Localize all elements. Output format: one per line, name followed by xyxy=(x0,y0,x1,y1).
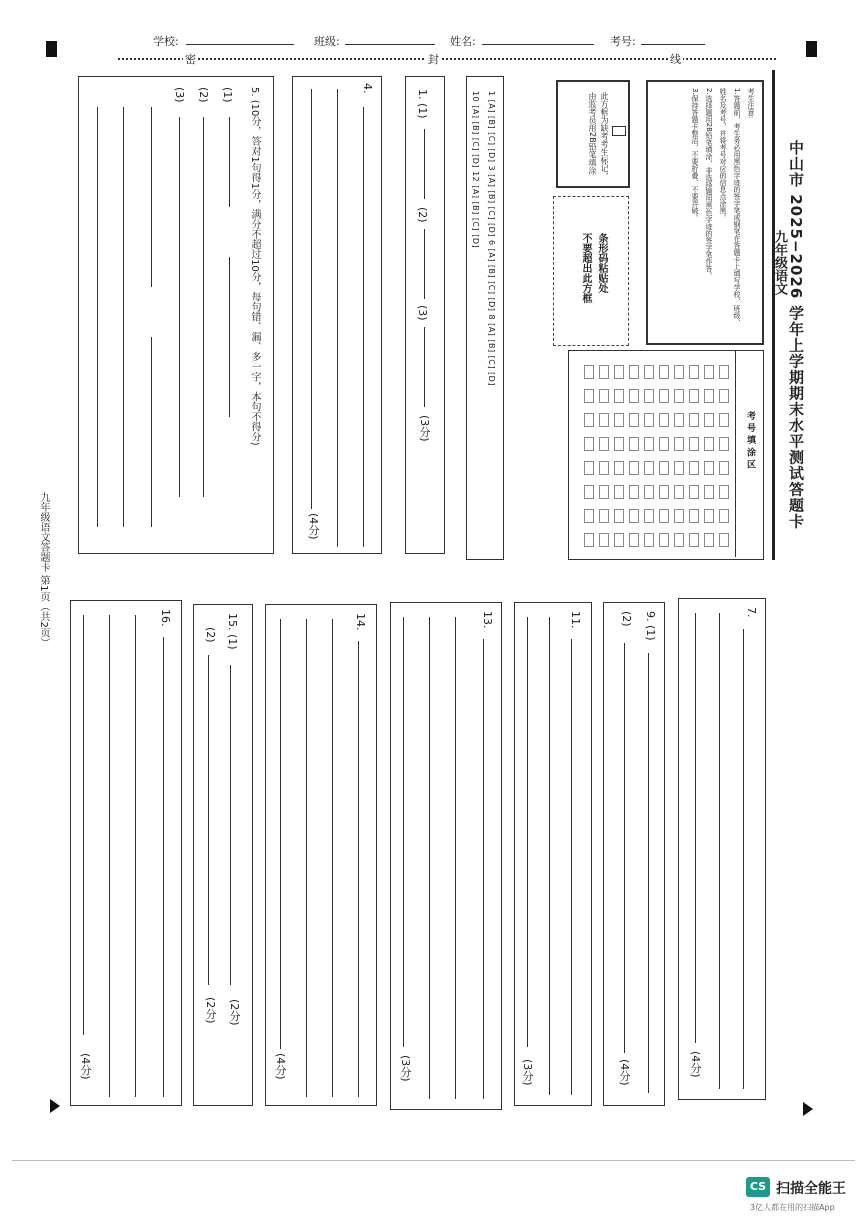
exam-no-bubble[interactable] xyxy=(659,365,669,379)
q1-answer-line[interactable] xyxy=(424,129,425,199)
exam-no-label: 考号: xyxy=(610,35,636,48)
exam-no-bubble[interactable] xyxy=(659,485,669,499)
exam-no-bubble[interactable] xyxy=(719,365,729,379)
q1-part-label: (2) xyxy=(416,207,429,223)
q16-label: 16. xyxy=(159,609,172,627)
q1-box xyxy=(405,76,445,554)
exam-no-bubble[interactable] xyxy=(629,509,639,523)
exam-no-bubble[interactable] xyxy=(689,413,699,427)
q5-answer-line[interactable] xyxy=(151,337,152,527)
exam-no-bubble[interactable] xyxy=(644,389,654,403)
q4-answer-line[interactable] xyxy=(311,89,312,509)
q5-answer-line[interactable] xyxy=(229,117,230,207)
q15-label: 15. (1) xyxy=(226,613,239,650)
q16-box xyxy=(70,600,182,1106)
school-label: 学校: xyxy=(153,35,179,48)
exam-no-grid-divider xyxy=(735,351,736,557)
notice-item: 1.答题前，考生务必用黑色字迹的签字笔或钢笔在答题卡上填写学校、班级、 xyxy=(733,88,741,326)
exam-no-bubble[interactable] xyxy=(614,533,624,547)
mc-row[interactable]: 1 [A] [B] [C] [D] 3 [A] [B] [C] [D] 6 [A] [B] [C] [D] 8 [A] [B] [C] [D] xyxy=(487,91,496,386)
exam-no-bubble[interactable] xyxy=(614,485,624,499)
exam-no-bubble[interactable] xyxy=(614,437,624,451)
corner-marker-top-left xyxy=(46,41,57,57)
exam-no-bubble[interactable] xyxy=(689,365,699,379)
mc-box xyxy=(466,76,504,560)
notice-item: 2.选择题用2B铅笔填涂，非选择题用黑色字迹的签字笔作答。 xyxy=(705,88,713,279)
seal-word-xian: 线 xyxy=(670,53,681,66)
exam-no-bubble[interactable] xyxy=(659,413,669,427)
q14-answer-line[interactable] xyxy=(332,619,333,1097)
q1-part-label: (3) xyxy=(416,305,429,321)
q4-score: (4分) xyxy=(307,513,320,540)
notice-heading: 考生注意: xyxy=(747,88,755,119)
exam-no-bubble[interactable] xyxy=(584,509,594,523)
exam-no-title: 考 号 填 涂 区 xyxy=(745,411,755,469)
q16-answer-line[interactable] xyxy=(135,615,136,1097)
exam-no-bubble[interactable] xyxy=(644,461,654,475)
q7-box xyxy=(678,598,766,1100)
q14-label: 14. xyxy=(354,613,367,631)
absent-text: 此方框为缺考考生标记，由监考员用2B铅笔填涂 xyxy=(588,92,609,180)
q14-answer-line[interactable] xyxy=(358,641,359,1097)
exam-no-bubble[interactable] xyxy=(644,437,654,451)
exam-no-bubble[interactable] xyxy=(644,485,654,499)
q4-answer-line[interactable] xyxy=(363,107,364,547)
corner-triangle-bottom-right xyxy=(803,1102,813,1116)
exam-no-bubble[interactable] xyxy=(629,485,639,499)
q5-answer-line[interactable] xyxy=(229,257,230,417)
corner-marker-top-right xyxy=(806,41,817,57)
exam-no-bubble[interactable] xyxy=(674,365,684,379)
page-footer: 九年级语文答题卡 第1页（共2页） xyxy=(38,492,49,648)
exam-no-bubble[interactable] xyxy=(659,461,669,475)
q5-answer-line[interactable] xyxy=(203,117,204,497)
exam-no-bubble[interactable] xyxy=(719,437,729,451)
exam-no-bubble[interactable] xyxy=(689,485,699,499)
exam-no-bubble[interactable] xyxy=(599,389,609,403)
q5-part-label: (1) xyxy=(221,87,234,103)
exam-no-bubble[interactable] xyxy=(674,389,684,403)
absent-box xyxy=(556,80,630,188)
notice-item: 姓名及考号，并将考号对应的信息点涂黑。 xyxy=(719,88,727,221)
exam-no-bubble[interactable] xyxy=(629,365,639,379)
exam-no-bubble[interactable] xyxy=(584,437,594,451)
exam-no-bubble[interactable] xyxy=(584,533,594,547)
school-field[interactable] xyxy=(186,44,294,45)
q5-answer-line[interactable] xyxy=(123,107,124,527)
exam-no-bubble[interactable] xyxy=(719,461,729,475)
exam-no-bubble[interactable] xyxy=(584,461,594,475)
seal-word-mi: 密 xyxy=(185,53,196,66)
exam-no-bubble[interactable] xyxy=(704,461,714,475)
exam-no-bubble[interactable] xyxy=(644,509,654,523)
q14-answer-line[interactable] xyxy=(306,619,307,1097)
q14-score: (4分) xyxy=(274,1053,287,1080)
q14-answer-line[interactable] xyxy=(280,619,281,1049)
exam-no-bubble[interactable] xyxy=(719,509,729,523)
q13-answer-line[interactable] xyxy=(455,617,456,1099)
exam-no-bubble[interactable] xyxy=(629,533,639,547)
q5-answer-line[interactable] xyxy=(97,107,98,527)
q9-score: (4分) xyxy=(618,1059,631,1086)
exam-no-bubble[interactable] xyxy=(689,461,699,475)
exam-no-bubble[interactable] xyxy=(719,485,729,499)
q1-answer-line[interactable] xyxy=(424,229,425,299)
exam-no-bubble[interactable] xyxy=(614,413,624,427)
notice-box xyxy=(646,80,764,345)
exam-no-bubble[interactable] xyxy=(599,413,609,427)
exam-no-bubble[interactable] xyxy=(659,533,669,547)
exam-no-bubble[interactable] xyxy=(704,437,714,451)
q7-label: 7. xyxy=(745,607,758,618)
exam-no-bubble[interactable] xyxy=(704,413,714,427)
q11-answer-line[interactable] xyxy=(571,639,572,1095)
q16-score: (4分) xyxy=(79,1053,92,1080)
q11-label: 11. xyxy=(569,611,582,629)
exam-no-bubble[interactable] xyxy=(599,437,609,451)
q9-answer-line[interactable] xyxy=(648,653,649,1093)
exam-no-bubble[interactable] xyxy=(614,461,624,475)
exam-no-bubble[interactable] xyxy=(644,533,654,547)
q4-answer-line[interactable] xyxy=(337,89,338,547)
scanner-slogan: 3亿人都在用的扫描App xyxy=(750,1203,835,1212)
q9-box xyxy=(603,602,665,1106)
q14-box xyxy=(265,604,377,1106)
q1-score: (3分) xyxy=(418,415,431,442)
exam-no-bubble[interactable] xyxy=(599,485,609,499)
exam-no-bubble[interactable] xyxy=(614,365,624,379)
q13-answer-line[interactable] xyxy=(429,617,430,1099)
title-rule xyxy=(772,70,775,560)
notice-item: 3.保持答题卡整洁，不要折叠、不要弄破。 xyxy=(691,88,699,221)
q11-box xyxy=(514,602,592,1106)
exam-no-bubble[interactable] xyxy=(584,413,594,427)
page-subtitle: 九年级语文 xyxy=(772,230,787,295)
q1-answer-line[interactable] xyxy=(424,327,425,407)
exam-no-bubble[interactable] xyxy=(689,389,699,403)
exam-no-bubble[interactable] xyxy=(674,485,684,499)
exam-no-bubble[interactable] xyxy=(644,413,654,427)
exam-no-grid[interactable] xyxy=(568,350,764,560)
q7-answer-line[interactable] xyxy=(719,613,720,1089)
exam-no-bubble[interactable] xyxy=(689,437,699,451)
exam-no-bubble[interactable] xyxy=(584,389,594,403)
q15-part-label: (2) xyxy=(204,627,217,643)
q15-answer-line[interactable] xyxy=(208,655,209,985)
name-label: 姓名: xyxy=(450,35,476,48)
exam-no-bubble[interactable] xyxy=(674,437,684,451)
exam-no-bubble[interactable] xyxy=(674,533,684,547)
exam-no-bubble[interactable] xyxy=(584,485,594,499)
corner-triangle-bottom-left xyxy=(50,1099,60,1113)
q9-answer-line[interactable] xyxy=(624,643,625,1053)
q5-part-label: (3) xyxy=(173,87,186,103)
exam-no-bubble[interactable] xyxy=(689,533,699,547)
name-field[interactable] xyxy=(482,44,594,45)
q4-box xyxy=(292,76,382,554)
exam-no-bubble[interactable] xyxy=(599,365,609,379)
q13-score: (3分) xyxy=(399,1055,412,1082)
exam-no-bubble[interactable] xyxy=(719,533,729,547)
exam-no-bubble[interactable] xyxy=(629,461,639,475)
q5-label: 5. (10分，答对1句得1分，满分不超过10分，每句错、漏、多一字，本句不得分) xyxy=(249,87,260,446)
exam-no-bubble[interactable] xyxy=(659,437,669,451)
class-field[interactable] xyxy=(345,44,435,45)
exam-no-bubble[interactable] xyxy=(629,413,639,427)
q13-label: 13. xyxy=(481,611,494,629)
q7-score: (4分) xyxy=(689,1051,702,1078)
q13-answer-line[interactable] xyxy=(483,639,484,1099)
q13-box xyxy=(390,602,502,1110)
exam-no-bubble[interactable] xyxy=(674,413,684,427)
barcode-label: 条形码粘贴处 xyxy=(596,233,607,293)
q15-score: (2分) xyxy=(204,997,217,1024)
q7-answer-line[interactable] xyxy=(743,629,744,1089)
exam-no-bubble[interactable] xyxy=(704,509,714,523)
mc-row[interactable]: 10 [A] [B] [C] [D] 12 [A] [B] [C] [D] xyxy=(471,91,480,249)
q1-label: 1. (1) xyxy=(416,89,429,119)
q4-label: 4. xyxy=(361,83,374,94)
exam-no-bubble[interactable] xyxy=(659,389,669,403)
exam-no-bubble[interactable] xyxy=(614,509,624,523)
exam-no-bubble[interactable] xyxy=(659,509,669,523)
exam-no-bubble[interactable] xyxy=(584,365,594,379)
q5-box xyxy=(78,76,274,554)
scanner-app-name: 扫描全能王 xyxy=(776,1181,846,1197)
q9-part-label: (2) xyxy=(620,611,633,627)
exam-no-bubble[interactable] xyxy=(629,437,639,451)
q15-score: (2分) xyxy=(228,999,241,1026)
q11-answer-line[interactable] xyxy=(549,617,550,1095)
q11-score: (3分) xyxy=(521,1059,534,1086)
q16-answer-line[interactable] xyxy=(163,637,164,1097)
q5-part-label: (2) xyxy=(197,87,210,103)
q5-answer-line[interactable] xyxy=(179,117,180,497)
q11-answer-line[interactable] xyxy=(527,617,528,1047)
exam-no-bubble[interactable] xyxy=(614,389,624,403)
exam-no-bubble[interactable] xyxy=(674,509,684,523)
q16-answer-line[interactable] xyxy=(83,615,84,1035)
q9-label: 9. (1) xyxy=(644,611,657,641)
exam-no-bubble[interactable] xyxy=(704,389,714,403)
q13-answer-line[interactable] xyxy=(403,617,404,1047)
exam-no-bubble[interactable] xyxy=(704,533,714,547)
absent-checkbox[interactable] xyxy=(612,126,626,136)
class-label: 班级: xyxy=(314,35,340,48)
page-title: 中山市 2025−2026 学年上学期期末水平测试答题卡 xyxy=(787,140,805,530)
page-bottom-edge xyxy=(12,1160,855,1161)
exam-no-bubble[interactable] xyxy=(704,365,714,379)
exam-no-bubble[interactable] xyxy=(704,485,714,499)
exam-no-bubble[interactable] xyxy=(719,389,729,403)
exam-no-bubble[interactable] xyxy=(644,365,654,379)
exam-no-field[interactable] xyxy=(641,44,705,45)
exam-no-bubble[interactable] xyxy=(599,509,609,523)
exam-no-bubble[interactable] xyxy=(689,509,699,523)
barcode-label: 不要超出此方框 xyxy=(580,233,591,303)
seal-word-feng: 封 xyxy=(428,53,439,66)
exam-no-bubble[interactable] xyxy=(599,461,609,475)
barcode-box xyxy=(553,196,629,346)
q7-answer-line[interactable] xyxy=(695,613,696,1043)
exam-no-bubble[interactable] xyxy=(629,389,639,403)
q15-answer-line[interactable] xyxy=(230,665,231,985)
exam-no-bubble[interactable] xyxy=(599,533,609,547)
scanner-logo-icon: CS xyxy=(746,1177,770,1197)
q5-answer-line[interactable] xyxy=(151,107,152,287)
exam-no-bubble[interactable] xyxy=(719,413,729,427)
q15-box xyxy=(193,604,253,1106)
q16-answer-line[interactable] xyxy=(109,615,110,1097)
exam-no-bubble[interactable] xyxy=(674,461,684,475)
